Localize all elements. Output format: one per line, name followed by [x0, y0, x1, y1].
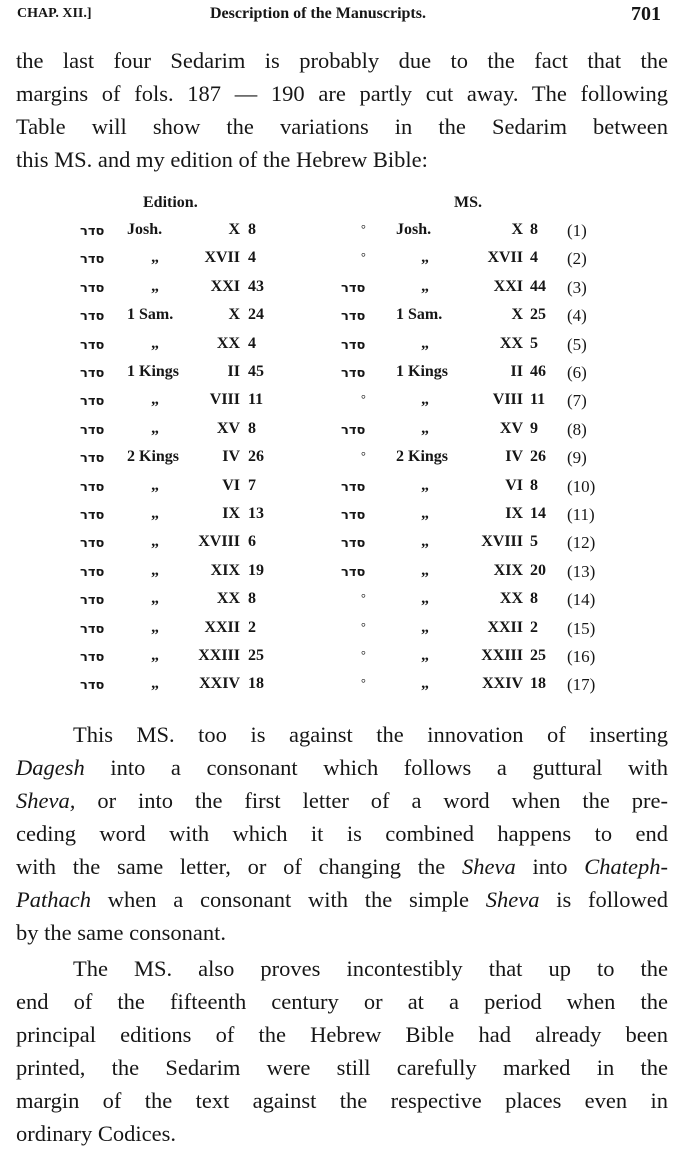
text-line [16, 784, 668, 817]
edition-seder-mark: סדר [80, 280, 105, 296]
edition-seder-mark: סדר [80, 564, 105, 580]
ms-seder-mark: סדר [341, 422, 366, 438]
edition-chapter: XX [216, 590, 240, 608]
text-line: end of the fifteenth century or at a period when the [16, 989, 668, 1014]
text-run: into [515, 854, 585, 879]
row-reference: (17) [567, 675, 596, 695]
edition-verse: 13 [248, 505, 264, 522]
ms-omitted-mark: ° [361, 591, 366, 606]
ms-book: 2 Kings [396, 448, 449, 466]
edition-verse: 4 [248, 334, 256, 352]
edition-book: „ [151, 561, 159, 579]
ms-omitted-mark: ° [361, 222, 366, 236]
row-reference: (15) [567, 618, 596, 638]
ms-book: Josh. [396, 221, 432, 238]
table-row [0, 590, 683, 618]
edition-chapter: X [228, 221, 240, 238]
edition-seder-mark: סדר [80, 366, 105, 381]
table-row [0, 533, 683, 561]
edition-seder-mark: סדר [80, 451, 105, 467]
edition-book: 1 Kings [127, 363, 180, 380]
text-run: when a consonant with the simple [90, 887, 486, 912]
edition-chapter: IV [222, 448, 240, 466]
ms-verse: 44 [530, 277, 546, 295]
edition-verse: 6 [248, 533, 256, 551]
row-reference: (14) [567, 590, 596, 610]
ms-book: „ [421, 334, 429, 352]
edition-book: „ [151, 419, 159, 437]
table-row [0, 505, 683, 533]
ms-book: 1 Sam. [396, 306, 443, 324]
edition-book: „ [151, 647, 159, 664]
text-line: printed, the Sedarim were still carefully marked in the [16, 1055, 668, 1080]
edition-verse: 8 [248, 419, 256, 437]
ms-seder-mark: סדר [341, 280, 366, 296]
text-line: ceding word with which it is combined happens to end [16, 821, 668, 846]
ms-book: „ [421, 618, 429, 636]
ms-book: „ [421, 391, 429, 409]
edition-chapter: XVIII [198, 533, 240, 551]
edition-verse: 4 [248, 249, 256, 267]
edition-book: „ [151, 391, 159, 409]
edition-chapter: XV [216, 419, 240, 437]
table-row [0, 420, 683, 448]
edition-verse: 24 [248, 306, 264, 324]
ms-book: „ [421, 249, 429, 267]
ms-seder-mark: סדר [341, 479, 366, 495]
edition-chapter: VIII [209, 391, 240, 409]
ms-seder-mark: סדר [341, 309, 366, 325]
ms-book: „ [421, 419, 429, 437]
ms-chapter: IX [505, 505, 523, 522]
italic-term: Pathach [16, 887, 91, 912]
edition-seder-mark: סדר [80, 650, 105, 665]
edition-seder-mark: סדר [80, 536, 105, 552]
ms-verse: 18 [530, 675, 546, 693]
ms-chapter: II [510, 363, 523, 380]
page-number: 701 [631, 3, 661, 25]
ms-chapter: XIX [493, 561, 523, 579]
edition-seder-mark: סדר [80, 678, 105, 694]
italic-term: Sheva, [16, 788, 76, 813]
row-reference: (6) [567, 363, 587, 382]
edition-book: 2 Kings [127, 448, 180, 466]
edition-chapter: VI [222, 476, 240, 494]
edition-book: „ [151, 476, 159, 494]
ms-verse: 8 [530, 476, 538, 494]
row-reference: (13) [567, 561, 596, 581]
ms-verse: 11 [530, 391, 546, 409]
ms-omitted-mark: ° [361, 648, 366, 662]
ms-verse: 25 [530, 647, 546, 664]
table-row [0, 221, 683, 249]
running-header [0, 0, 683, 34]
table-row [0, 391, 683, 419]
text-line [16, 883, 668, 916]
row-reference: (16) [567, 647, 596, 666]
row-reference: (9) [567, 448, 587, 468]
edition-verse: 8 [248, 221, 256, 238]
ms-book: „ [421, 505, 429, 522]
edition-seder-mark: סדר [80, 479, 105, 495]
edition-verse: 26 [248, 448, 264, 466]
edition-book: „ [151, 618, 159, 636]
ms-chapter: XX [499, 334, 523, 352]
ms-seder-mark: סדר [341, 337, 366, 353]
row-reference: (7) [567, 391, 587, 411]
running-title: Description of the Manuscripts. [210, 5, 426, 22]
edition-chapter: XXIII [198, 647, 240, 664]
edition-verse: 45 [248, 363, 264, 380]
edition-seder-mark: סדר [80, 422, 105, 438]
table-row [0, 278, 683, 306]
edition-book: „ [151, 590, 159, 608]
edition-chapter: XXIV [199, 675, 240, 693]
edition-verse: 19 [248, 561, 264, 579]
ms-chapter: XXI [493, 277, 523, 295]
text-line: margins of fols. 187 — 190 are partly cut away. The following [16, 81, 668, 106]
edition-book: „ [151, 505, 159, 522]
ms-chapter: X [511, 306, 523, 324]
edition-verse: 8 [248, 590, 256, 608]
text-line: this MS. and my edition of the Hebrew Bible: [16, 147, 428, 172]
ms-verse: 5 [530, 334, 538, 352]
edition-verse: 18 [248, 675, 264, 693]
ms-book: „ [421, 675, 429, 693]
text-line: principal editions of the Hebrew Bible had already been [16, 1022, 668, 1047]
text-run: is followed [539, 887, 668, 912]
edition-seder-mark: סדר [80, 394, 105, 410]
text-run: into a consonant which follows a guttural with [84, 755, 668, 780]
ms-verse: 4 [530, 249, 538, 267]
edition-verse: 25 [248, 647, 264, 664]
text-line: This MS. too is against the innovation of inserting [73, 722, 668, 747]
italic-term: Sheva [485, 887, 540, 912]
ms-seder-mark: סדר [341, 536, 366, 552]
table-row [0, 363, 683, 391]
paragraph-conclusion [16, 952, 668, 1150]
ms-verse: 26 [530, 448, 546, 466]
ms-chapter: XXIV [482, 675, 523, 693]
text-line: ordinary Codices. [16, 1121, 176, 1146]
text-line: margin of the text against the respective places even in [16, 1088, 668, 1113]
edition-column-header: Edition. [143, 194, 198, 211]
edition-chapter: XXI [210, 277, 240, 295]
table-row [0, 448, 683, 476]
italic-term: Dagesh [16, 755, 85, 780]
ms-seder-mark: סדר [341, 564, 366, 580]
edition-seder-mark: סדר [80, 252, 105, 268]
ms-column-header: MS. [454, 194, 482, 211]
text-line: Table will show the variations in the Sedarim between [16, 114, 668, 139]
table-row [0, 249, 683, 277]
edition-seder-mark: סדר [80, 224, 105, 239]
text-line: The MS. also proves incontestibly that up to the [73, 956, 668, 981]
edition-verse: 11 [248, 391, 264, 409]
ms-book: „ [421, 533, 429, 551]
edition-book: „ [151, 334, 159, 352]
text-line [16, 850, 668, 883]
table-row [0, 675, 683, 703]
edition-book: 1 Sam. [127, 306, 174, 324]
edition-verse: 7 [248, 476, 256, 494]
ms-verse: 25 [530, 306, 546, 324]
row-reference: (4) [567, 306, 587, 326]
ms-omitted-mark: ° [361, 449, 366, 464]
ms-chapter: X [511, 221, 523, 238]
row-reference: (5) [567, 334, 587, 354]
edition-book: „ [151, 675, 159, 693]
ms-book: „ [421, 476, 429, 494]
row-reference: (2) [567, 249, 587, 269]
row-reference: (8) [567, 419, 587, 439]
ms-seder-mark: סדר [341, 508, 366, 523]
ms-book: „ [421, 561, 429, 579]
ms-chapter: IV [505, 448, 523, 466]
row-reference: (1) [567, 221, 587, 240]
table-row [0, 335, 683, 363]
ms-verse: 8 [530, 590, 538, 608]
edition-chapter: IX [222, 505, 240, 522]
edition-book: „ [151, 249, 159, 267]
table-row [0, 562, 683, 590]
ms-book: 1 Kings [396, 363, 449, 380]
ms-verse: 14 [530, 505, 546, 522]
row-reference: (3) [567, 277, 587, 297]
italic-term: Chateph- [584, 854, 668, 879]
row-reference: (10) [567, 476, 596, 496]
row-reference: (12) [567, 533, 596, 553]
edition-chapter: II [227, 363, 240, 380]
edition-seder-mark: סדר [80, 593, 105, 609]
ms-chapter: XX [499, 590, 523, 608]
ms-verse: 8 [530, 221, 538, 238]
text-line: by the same consonant. [16, 920, 226, 945]
ms-verse: 2 [530, 618, 538, 636]
intro-paragraph [16, 44, 668, 176]
text-line [16, 751, 668, 784]
ms-verse: 5 [530, 533, 538, 551]
ms-chapter: XV [499, 419, 523, 437]
text-run: with the same letter, or of changing the [16, 854, 463, 879]
table-row [0, 619, 683, 647]
chapter-label: CHAP. XII.] [17, 6, 92, 21]
ms-chapter: XXII [487, 618, 523, 636]
table-row [0, 306, 683, 334]
italic-term: Sheva [462, 854, 516, 879]
edition-book: Josh. [127, 221, 163, 238]
edition-chapter: X [228, 306, 240, 324]
edition-chapter: XXII [204, 618, 240, 636]
edition-book: „ [151, 277, 159, 295]
edition-seder-mark: סדר [80, 621, 105, 637]
edition-seder-mark: סדר [80, 337, 105, 353]
ms-omitted-mark: ° [361, 619, 366, 634]
paragraph-dagesh [16, 718, 668, 949]
ms-book: „ [421, 277, 429, 295]
ms-omitted-mark: ° [361, 392, 366, 407]
ms-chapter: XVIII [481, 533, 523, 551]
row-reference: (11) [567, 505, 595, 524]
edition-verse: 43 [248, 277, 264, 295]
table-row [0, 647, 683, 675]
ms-chapter: VI [505, 476, 523, 494]
edition-chapter: XIX [210, 561, 240, 579]
text-run: or into the first letter of a word when the pre- [75, 788, 668, 813]
ms-seder-mark: סדר [341, 366, 366, 381]
ms-chapter: XXIII [481, 647, 523, 664]
ms-verse: 9 [530, 419, 538, 437]
table-row [0, 477, 683, 505]
edition-chapter: XVII [204, 249, 240, 267]
edition-verse: 2 [248, 618, 256, 636]
ms-book: „ [421, 590, 429, 608]
ms-omitted-mark: ° [361, 250, 366, 265]
text-line: the last four Sedarim is probably due to the fact that the [16, 48, 668, 73]
edition-chapter: XX [216, 334, 240, 352]
ms-book: „ [421, 647, 429, 664]
ms-omitted-mark: ° [361, 676, 366, 691]
ms-chapter: XVII [487, 249, 523, 267]
ms-chapter: VIII [492, 391, 523, 409]
edition-seder-mark: סדר [80, 508, 105, 523]
edition-seder-mark: סדר [80, 309, 105, 325]
edition-book: „ [151, 533, 159, 551]
ms-verse: 46 [530, 363, 546, 380]
ms-verse: 20 [530, 561, 546, 579]
